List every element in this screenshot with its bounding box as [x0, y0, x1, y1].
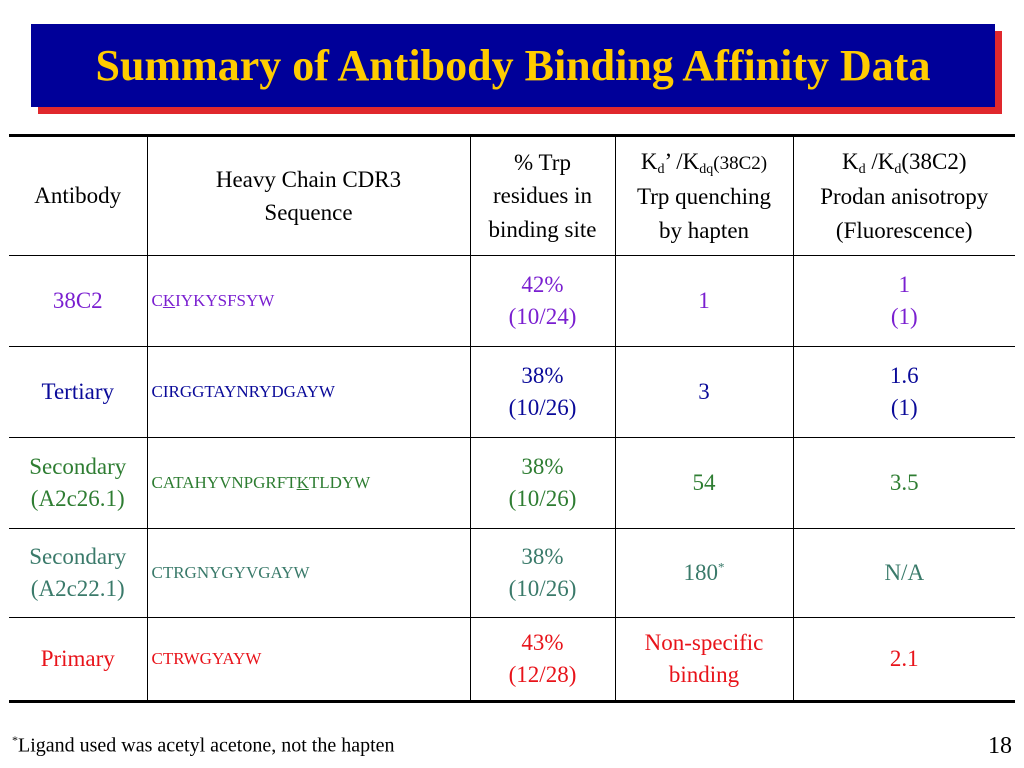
kd-aniso-cell: 3.5: [793, 438, 1015, 529]
kd-ratio-cell: 1: [615, 256, 793, 347]
kd-ratio-cell: 54: [615, 438, 793, 529]
trp-cell: 38% (10/26): [470, 438, 615, 529]
header-kd-anisotropy: $K_d$ $/K_d(38C2)$ Prodan anisotropy (Fluorescence): [793, 136, 1015, 256]
antibody-cell: Secondary (A2c26.1): [9, 438, 147, 529]
table-row: [9, 347, 1015, 438]
table-row: [9, 438, 1015, 529]
antibody-cell: Tertiary: [9, 347, 147, 438]
kd-ratio-cell: 180*: [615, 529, 793, 618]
sequence-cell: CATAHYVNPGRFTKTLDYW: [147, 438, 470, 529]
footnote: [12, 733, 395, 758]
table-row: [9, 256, 1015, 347]
page-number: 18: [988, 733, 1012, 759]
header-kd-ratio: $K_d$’ $/K_{dq}(38C2)$ Trp quenching by hapten: [615, 136, 793, 256]
sequence-cell: CTRGNYGYVGAYW: [147, 529, 470, 618]
antibody-cell: Primary: [9, 618, 147, 702]
trp-cell: 43% (12/28): [470, 618, 615, 702]
sequence-cell: CKIYKYSFSYW: [147, 256, 470, 347]
sequence-cell: CTRWGYAYW: [147, 618, 470, 702]
header-row: [9, 136, 1015, 256]
header-antibody: Antibody: [9, 136, 147, 256]
kd-ratio-cell: Non-specific binding: [615, 618, 793, 702]
antibody-cell: Secondary (A2c22.1): [9, 529, 147, 618]
kd-ratio-cell: 3: [615, 347, 793, 438]
trp-cell: 38% (10/26): [470, 529, 615, 618]
sequence-cell: CIRGGTAYNRYDGAYW: [147, 347, 470, 438]
kd-aniso-cell: 2.1: [793, 618, 1015, 702]
title-bar: [31, 24, 995, 107]
header-cdr3: Heavy Chain CDR3 Sequence: [147, 136, 470, 256]
header-trp-residues: % Trp residues in binding site: [470, 136, 615, 256]
table-row: [9, 529, 1015, 618]
antibody-cell: 38C2: [9, 256, 147, 347]
trp-cell: 38% (10/26): [470, 347, 615, 438]
kd-aniso-cell: N/A: [793, 529, 1015, 618]
slide-title: Summary of Antibody Binding Affinity Data: [95, 41, 931, 90]
footnote-mark: *: [718, 559, 725, 575]
footnote-text: Ligand used was acetyl acetone, not the hapten: [18, 734, 395, 757]
affinity-table: [9, 134, 1015, 703]
footnote-marker: *: [12, 733, 18, 747]
kd-aniso-cell: 1 (1): [793, 256, 1015, 347]
trp-cell: 42% (10/24): [470, 256, 615, 347]
table-row: [9, 618, 1015, 702]
kd-aniso-cell: 1.6 (1): [793, 347, 1015, 438]
